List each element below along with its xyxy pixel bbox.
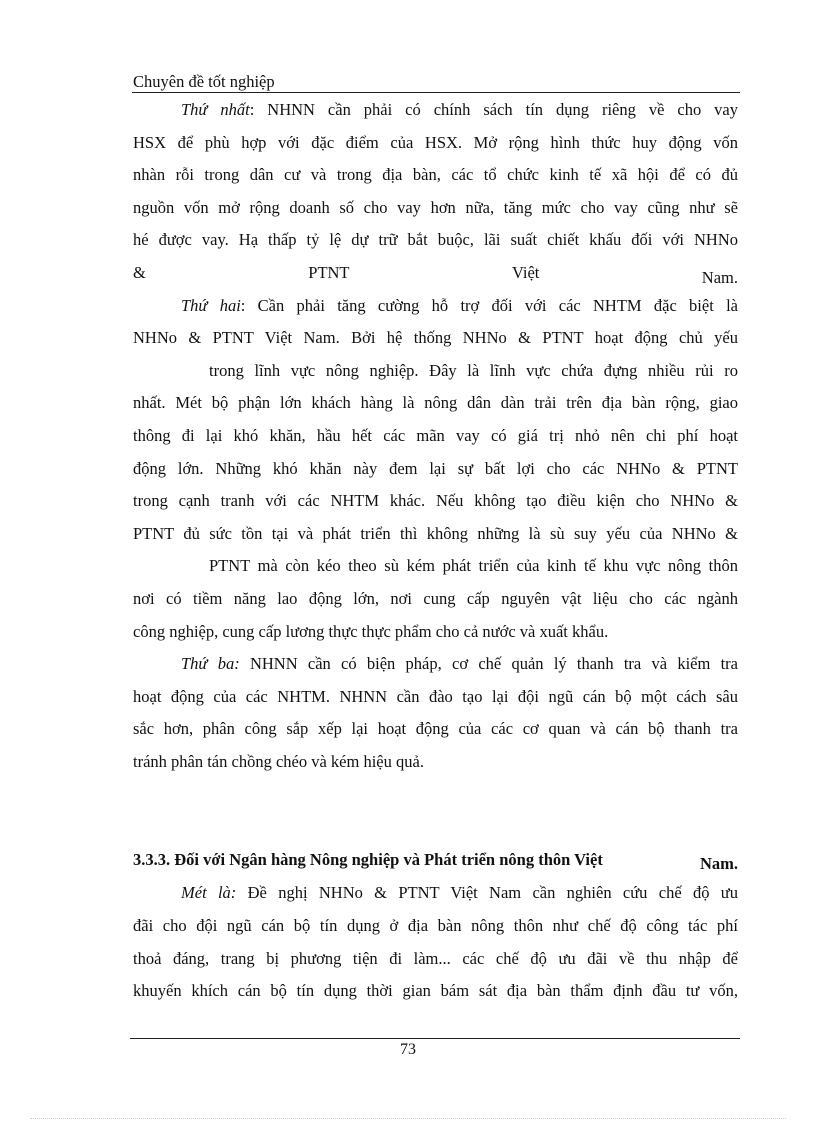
running-header: Chuyên đề tốt nghiệp <box>133 72 275 91</box>
section-heading: 3.3.3. Đối với Ngân hàng Nông nghiệp và Phát triển nông thôn Việt Nam. <box>133 850 738 874</box>
text-line: hoạt động của các NHTM. NHNN cần đào tạo lại đội ngũ cán bộ một cách sâu <box>133 686 738 706</box>
lead-term: Thứ nhất <box>181 100 250 119</box>
text-line: thông đi lại khó khăn, hầu hết các mãn vay có giá trị nhỏ nên chi phí hoạt <box>133 425 738 445</box>
text-line: nguồn vốn mở rộng doanh số cho vay hơn nữa, tăng mức cho vay cũng như sẽ <box>133 197 738 217</box>
text-line: sắc hơn, phân công sắp xếp lại hoạt động của các cơ quan và cán bộ thanh tra <box>133 719 738 739</box>
paragraph-thu-ba <box>133 648 738 778</box>
text-line: trong lĩnh vực nông nghiệp. Đây là lĩnh vực chứa đựng nhiều rủi ro <box>209 360 738 380</box>
text-line: Thứ ba: NHNN cần có biện pháp, cơ chế quản lý thanh tra và kiểm tra <box>181 654 738 674</box>
text-line: đãi cho đội ngũ cán bộ tín dụng ở địa bàn nông thôn như chế độ công tác phí <box>133 916 738 936</box>
paragraph-thu-nhat <box>133 94 738 290</box>
text-line: nhất. Mét bộ phận lớn khách hàng là nông dân dàn trải trên địa bàn rộng, giao <box>133 393 738 413</box>
text-line: thoả đáng, trang bị phương tiện đi làm... các chế độ ưu đãi về thu nhập để <box>133 948 738 968</box>
text-line-spread: & PTNT Việt Nam. <box>133 262 738 287</box>
text-line: Thứ hai: Cần phải tăng cường hỗ trợ đối với các NHTM đặc biệt là <box>181 295 738 315</box>
text-line: hé được vay. Hạ thấp tỷ lệ dự trữ bắt buộc, lãi suất chiết khấu đối với NHNo <box>133 230 738 250</box>
page-edge-divider <box>30 1118 786 1119</box>
document-body <box>133 94 738 1008</box>
header-divider <box>132 92 740 93</box>
lead-term: Mét là: <box>181 883 237 903</box>
text-line: NHNo & PTNT Việt Nam. Bởi hệ thống NHNo & PTNT hoạt động chủ yếu <box>133 328 738 348</box>
text-line: trong cạnh tranh với các NHTM khác. Nếu không tạo điều kiện cho NHNo & <box>133 491 738 511</box>
text-line: động lớn. Những khó khăn này đem lại sự bất lợi cho các NHNo & PTNT <box>133 458 738 478</box>
paragraph-thu-hai <box>133 290 738 649</box>
text-line: Thứ nhất: NHNN cần phải có chính sách tín dụng riêng về cho vay <box>181 100 738 119</box>
paragraph-mot-la <box>133 877 738 1007</box>
text-line: công nghiệp, cung cấp lương thực thực phẩm cho cả nước và xuất khẩu. <box>133 621 609 641</box>
footer-divider <box>130 1038 740 1039</box>
text-line: nhàn rỗi trong dân cư và trong địa bàn, các tổ chức kinh tế xã hội để có đủ <box>133 165 738 185</box>
section-gap <box>133 778 738 843</box>
lead-term: Thứ hai <box>181 295 241 315</box>
page-number: 73 <box>400 1041 416 1058</box>
text-line: Mét là: Đề nghị NHNo & PTNT Việt Nam cần nghiên cứu chế độ ưu <box>181 883 738 903</box>
text-line: PTNT đủ sức tồn tại và phát triển thì không những là sù suy yếu của NHNo & <box>133 523 738 543</box>
text-line: nơi có tiềm năng lao động lớn, nơi cung cấp nguyên vật liệu cho các ngành <box>133 588 738 608</box>
text-line: khuyến khích cán bộ tín dụng thời gian bám sát địa bàn thẩm định đầu tư vốn, <box>133 981 738 1001</box>
lead-term: Thứ ba: <box>181 654 240 674</box>
text-line: tránh phân tán chồng chéo và kém hiệu quả. <box>133 751 424 771</box>
text-line: HSX để phù hợp với đặc điểm của HSX. Mở rộng hình thức huy động vốn <box>133 132 738 152</box>
text-line: PTNT mà còn kéo theo sù kém phát triển của kinh tế khu vực nông thôn <box>209 556 738 576</box>
